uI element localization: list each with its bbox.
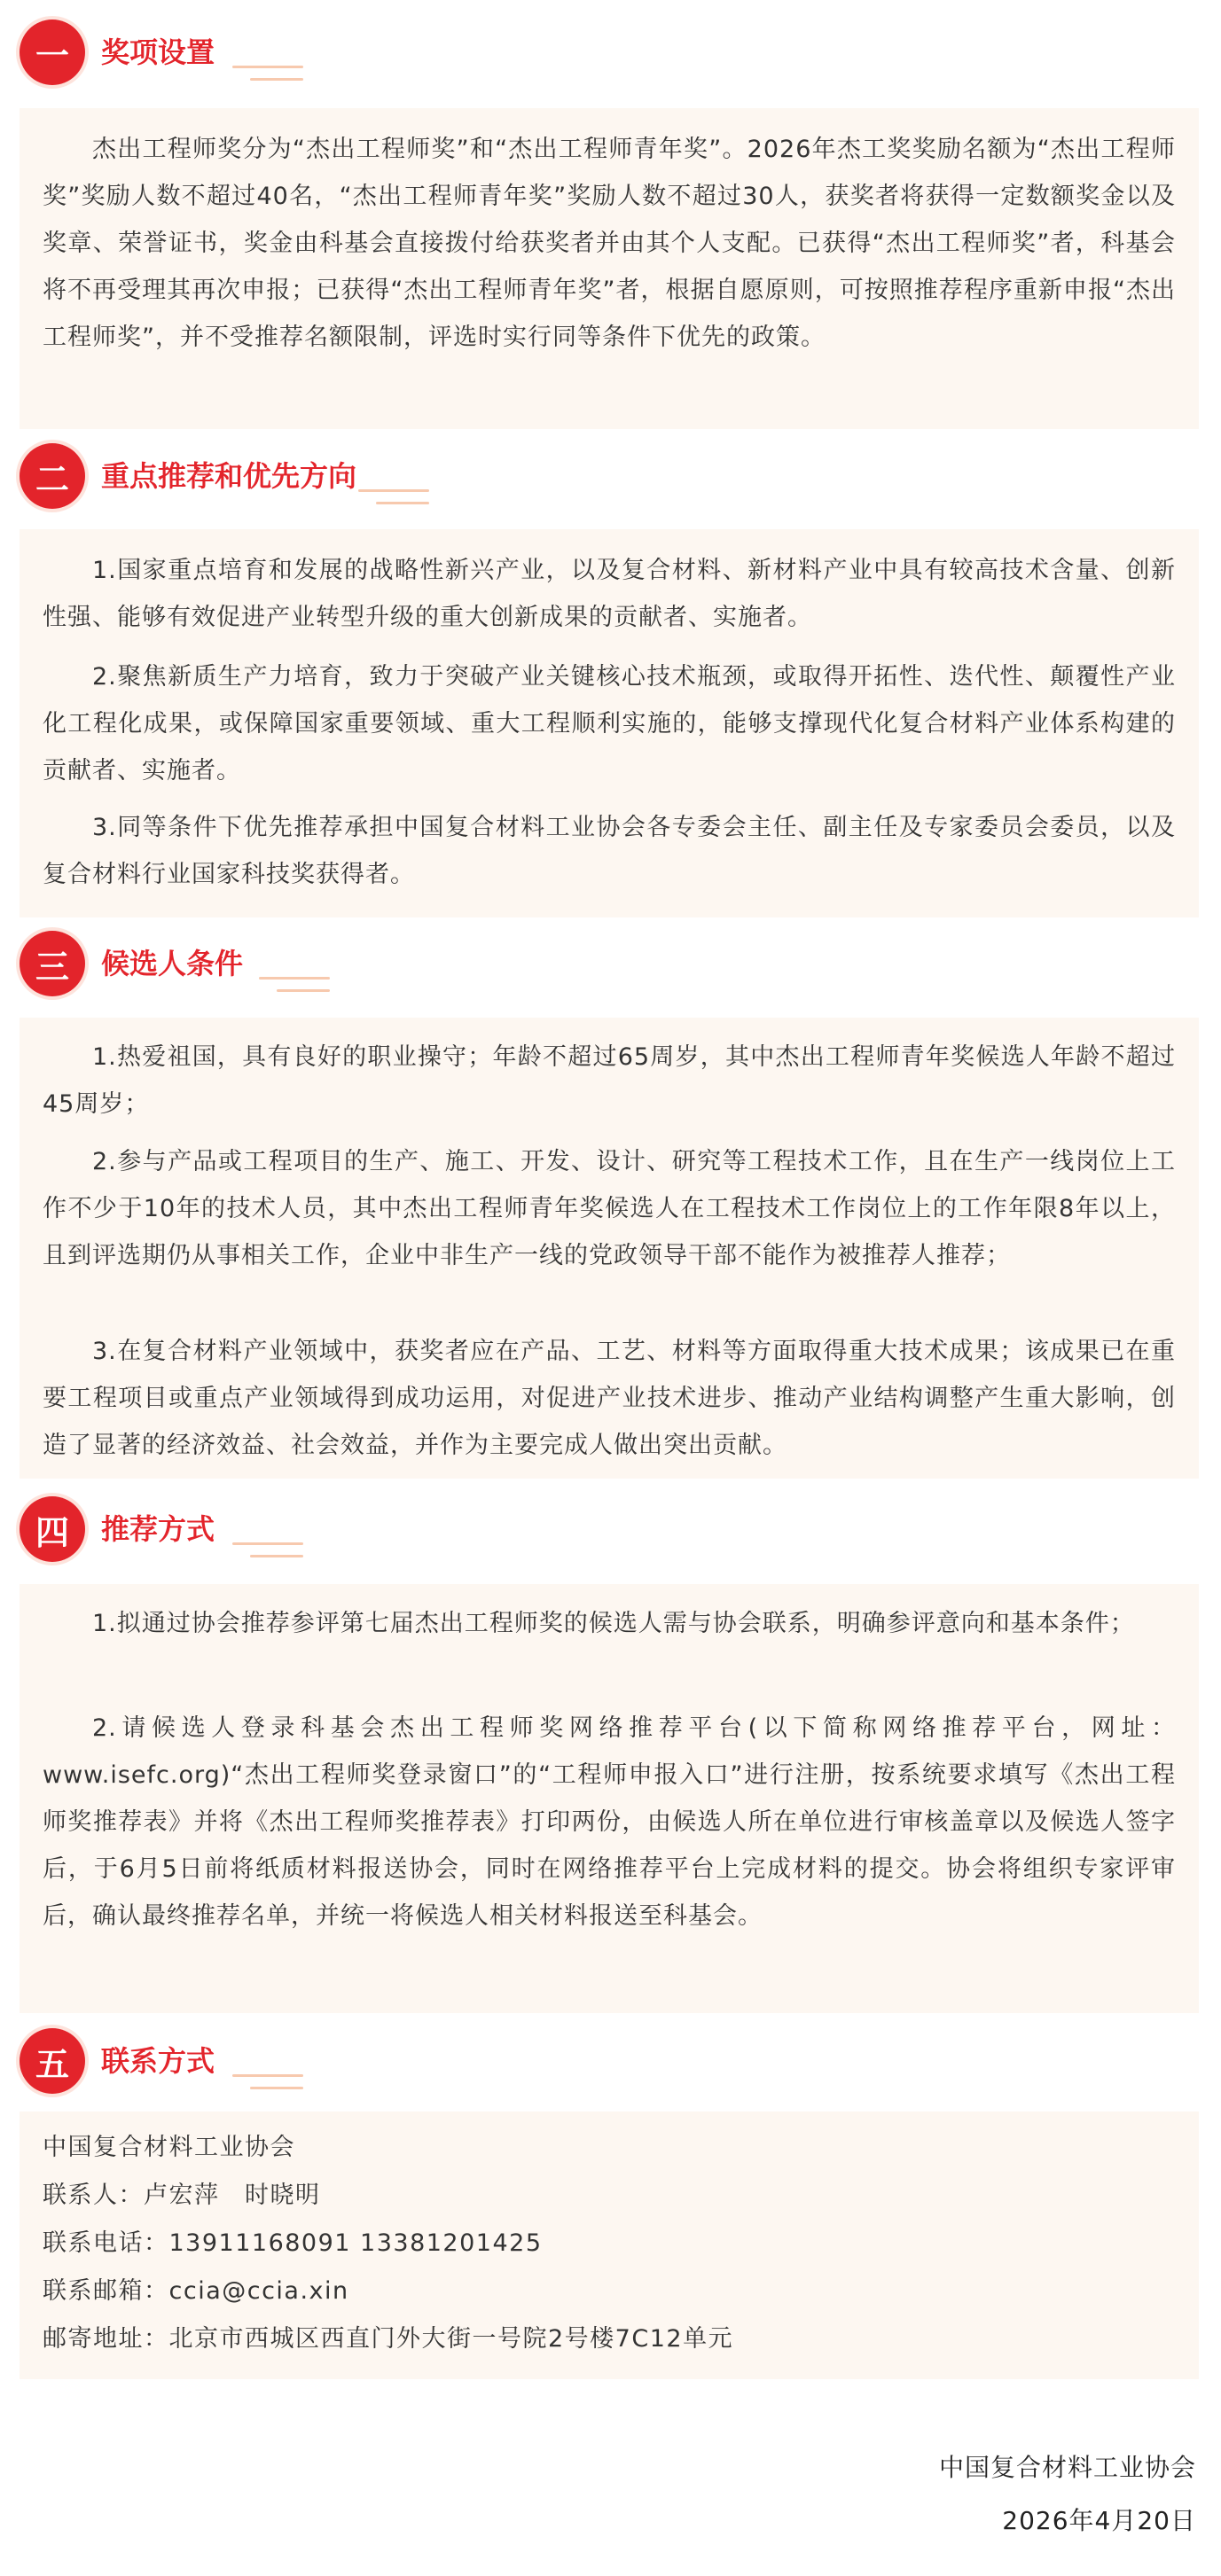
contact-phone: 联系电话：13911168091 13381201425 [43, 2229, 543, 2257]
section-header-3 [20, 931, 552, 998]
paragraph: 杰出工程师奖分为“杰出工程师奖”和“杰出工程师青年奖”。2026年杰工奖奖励名额为“杰出工程师奖”奖励人数不超过40名，“杰出工程师青年奖”奖励人数不超过30人，获奖者将获得一定数额奖金以及奖章、荣誉证书，奖金由科基会直接拨付给获奖者并由其个人支配。已获得“杰出工程师奖”者，科基会将不再受理其再次申报；已获得“杰出工程师青年奖”者，根据自愿原则，可按照推荐程序重新申报“杰出工程师奖”，并不受推荐名额限制，评选时实行同等条件下优先的政策。 [43, 136, 1176, 351]
list-item: 1.拟通过协会推荐参评第七届杰出工程师奖的候选人需与协会联系，明确参评意向和基本条件； [92, 1610, 1135, 1637]
list-item: 3.同等条件下优先推荐承担中国复合材料工业协会各专委会主任、副主任及专家委员会委员，以及复合材料行业国家科技奖获得者。 [43, 814, 1176, 888]
section-number-badge: 二 [20, 443, 85, 509]
list-item: 2.聚焦新质生产力培育，致力于突破产业关键核心技术瓶颈，或取得开拓性、迭代性、颠覆性产业化工程化成果，或保障国家重要领域、重大工程顺利实施的，能够支撑现代化复合材料产业体系构建的贡献者、实施者。 [43, 663, 1176, 785]
section-number-badge: 三 [20, 931, 85, 996]
section-title: 重点推荐和优先方向 [101, 459, 357, 493]
contact-address: 邮寄地址：北京市西城区西直门外大街一号院2号楼7C12单元 [43, 2325, 734, 2353]
list-item: 2.参与产品或工程项目的生产、施工、开发、设计、研究等工程技术工作，且在生产一线岗位上工作不少于10年的技术人员，其中杰出工程师青年奖候选人在工程技术工作岗位上的工作年限8年以上，且到评选期仍从事相关工作，企业中非生产一线的党政领导干部不能作为被推荐人推荐； [43, 1148, 1176, 1269]
list-item: 1.国家重点培育和发展的战略性新兴产业，以及复合材料、新材料产业中具有较高技术含量、创新性强、能够有效促进产业转型升级的重大创新成果的贡献者、实施者。 [43, 557, 1176, 631]
signature-date: 2026年4月20日 [1002, 2506, 1196, 2535]
section-number-badge: 五 [20, 2028, 85, 2094]
contact-box [20, 2112, 1199, 2379]
section-title: 奖项设置 [101, 35, 215, 69]
section-title: 候选人条件 [101, 947, 244, 980]
contact-org: 中国复合材料工业协会 [43, 2134, 295, 2161]
section-body-3 [20, 1018, 1199, 1479]
section-body-4 [20, 1584, 1199, 2013]
list-item: 1.热爱祖国，具有良好的职业操守；年龄不超过65周岁，其中杰出工程师青年奖候选人年龄不超过45周岁； [43, 1043, 1176, 1118]
list-item: 3.在复合材料产业领域中，获奖者应在产品、工艺、材料等方面取得重大技术成果；该成果已在重要工程项目或重点产业领域得到成功运用，对促进产业技术进步、推动产业结构调整产生重大影响，创造了显著的经济效益、社会效益，并作为主要完成人做出突出贡献。 [43, 1338, 1176, 1459]
section-body-2 [20, 529, 1199, 917]
section-header-5 [20, 2028, 552, 2096]
section-header-2 [20, 443, 552, 511]
list-item: 2.请候选人登录科基会杰出工程师奖网络推荐平台(以下简称网络推荐平台，网址：www.isefc.org)“杰出工程师奖登录窗口”的“工程师申报入口”进行注册，按系统要求填写《杰出工程师奖推荐表》并将《杰出工程师奖推荐表》打印两份，由候选人所在单位进行审核盖章以及候选人签字后，于6月5日前将纸质材料报送协会，同时在网络推荐平台上完成材料的提交。协会将组织专家评审后，确认最终推荐名单，并统一将候选人相关材料报送至科基会。 [43, 1714, 1176, 1930]
section-title: 推荐方式 [101, 1512, 215, 1546]
section-body-1 [20, 108, 1199, 429]
contact-person: 联系人：卢宏萍 时晓明 [43, 2182, 321, 2209]
contact-email: 联系邮箱：ccia@ccia.xin [43, 2277, 349, 2305]
section-number-badge: 一 [20, 20, 85, 85]
section-title: 联系方式 [101, 2044, 215, 2078]
section-header-1 [20, 20, 552, 87]
section-header-4 [20, 1496, 552, 1564]
section-number-badge: 四 [20, 1496, 85, 1562]
signature-org: 中国复合材料工业协会 [938, 2453, 1196, 2482]
